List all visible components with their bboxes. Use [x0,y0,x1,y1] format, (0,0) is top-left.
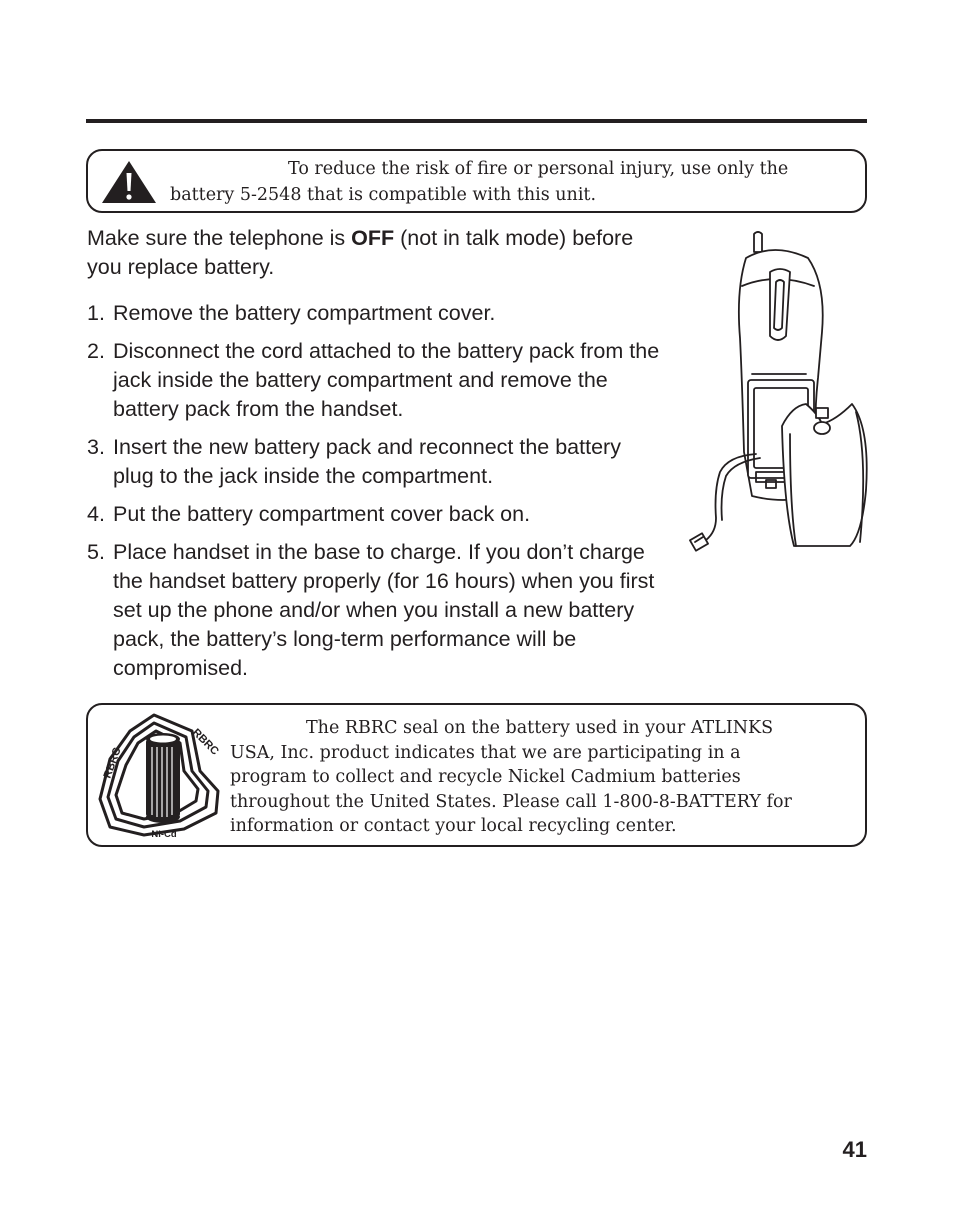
seal-label-left: RBRC [101,746,124,781]
step-item [87,337,662,424]
rbrc-notice-box [86,703,867,847]
handset-battery-compartment-icon [686,228,870,554]
rbrc-line: The RBRC seal on the battery used in your ATLINKS [306,718,774,738]
seal-label-bottom: Ni-Cd [151,829,177,839]
warning-line-1: To reduce the risk of fire or personal injury, use only the [288,159,789,179]
page-number: 41 [842,1137,867,1162]
rbrc-line: program to collect and recycle Nickel Cadmium batteries [230,767,741,787]
step-text: Remove the battery compartment cover. [113,301,496,325]
step-number: 2. [87,339,105,363]
step-item [87,299,662,328]
step-item [87,433,662,491]
step-text: Disconnect the cord attached to the battery pack from the jack inside the battery compartment and remove the battery pack from the handset. [113,339,660,421]
step-text: Place handset in the base to charge. If you don’t charge the handset battery properly (for 16 hours) when you first set up the phone and/or when you install a new battery pack, the battery’s long-term performance will be compromised. [113,540,655,680]
intro-text-after: (not in talk mode) before you replace battery. [87,226,634,279]
intro-text-before: Make sure the telephone is [87,226,352,250]
step-item [87,500,662,529]
warning-text [170,156,860,208]
step-number: 3. [87,435,105,459]
warning-line-2: battery 5-2548 that is compatible with this unit. [170,185,597,205]
step-number: 5. [87,540,105,564]
intro-paragraph [87,224,647,282]
rbrc-line: throughout the United States. Please call 1-800-8-BATTERY for [230,791,792,812]
step-item [87,538,662,683]
rbrc-line: information or contact your local recycling center. [230,816,677,836]
steps-list [87,299,662,692]
seal-label-top: RBRC [189,726,221,758]
rbrc-line: USA, Inc. product indicates that we are participating in a [230,742,741,763]
intro-emphasis: OFF [351,226,395,250]
step-number: 1. [87,301,105,325]
warning-triangle-icon [100,159,158,205]
header-rule [86,119,867,123]
rbrc-recycling-seal-icon [96,709,224,839]
step-text: Put the battery compartment cover back on. [113,502,531,526]
rbrc-notice-text [230,716,850,839]
step-text: Insert the new battery pack and reconnect the battery plug to the jack inside the compartment. [113,435,621,488]
warning-box [86,149,867,213]
step-number: 4. [87,502,105,526]
